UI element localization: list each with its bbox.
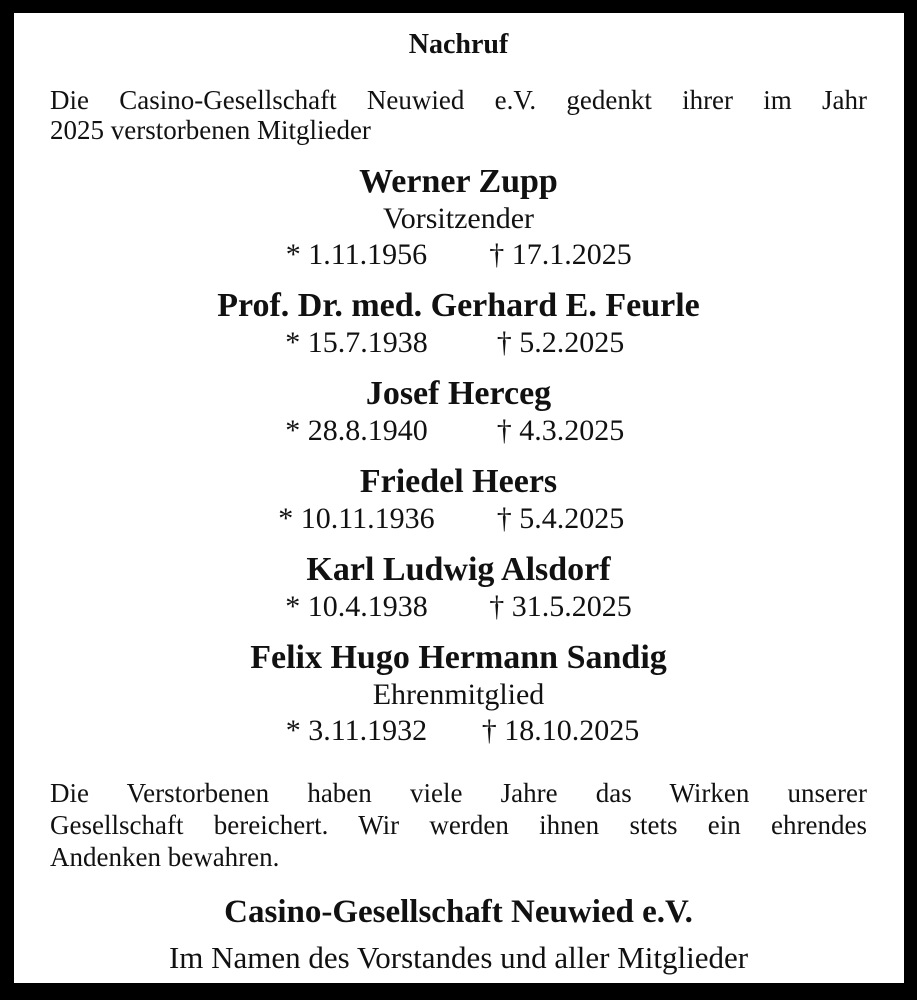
deceased-dates [50,237,867,273]
deceased-entry [50,463,867,537]
birth-date: * 3.11.1932 [285,714,428,747]
outro-line: Gesellschaft bereichert. Wir werden ihnen stets ein ehrendes [50,810,867,840]
notice-title: Nachruf [408,29,509,60]
deceased-entry [50,163,867,273]
deceased-name: Felix Hugo Hermann Sandig [250,639,667,676]
death-date: † 17.1.2025 [489,238,632,271]
deceased-dates [50,589,867,625]
deceased-name: Karl Ludwig Alsdorf [306,551,611,588]
birth-date: * 1.11.1956 [285,238,428,271]
deceased-dates [50,413,867,449]
deceased-role: Vorsitzender [382,202,535,235]
death-date: † 5.4.2025 [496,502,625,535]
obituary-notice [14,13,904,983]
death-date: † 31.5.2025 [489,590,632,623]
deceased-name: Josef Herceg [365,375,552,412]
death-date: † 5.2.2025 [496,326,625,359]
birth-date: * 10.11.1936 [278,502,435,535]
deceased-role: Ehrenmitglied [372,678,545,711]
death-date: † 18.10.2025 [481,714,640,747]
signature: Casino-Gesellschaft Neuwied e.V. [224,894,693,930]
outro-line: Die Verstorbenen haben viele Jahre das Wirken unserer [50,778,867,808]
birth-date: * 10.4.1938 [285,590,428,623]
deceased-name: Friedel Heers [359,463,558,500]
deceased-dates [50,325,867,361]
deceased-entry [50,639,867,749]
intro-paragraph [50,85,867,145]
deceased-dates [50,713,867,749]
deceased-dates [50,501,867,537]
outro-paragraph [50,777,867,873]
birth-date: * 28.8.1940 [285,414,428,447]
birth-date: * 15.7.1938 [285,326,428,359]
outro-line: Andenken bewahren. [50,842,280,872]
signature-subline: Im Namen des Vorstandes und aller Mitglieder [168,940,749,975]
deceased-name: Werner Zupp [359,163,558,200]
deceased-entry [50,287,867,361]
deceased-name: Prof. Dr. med. Gerhard E. Feurle [217,287,700,324]
intro-line: Die Casino-Gesellschaft Neuwied e.V. gedenkt ihrer im Jahr [50,85,867,115]
deceased-entry [50,551,867,625]
death-date: † 4.3.2025 [496,414,625,447]
deceased-entry [50,375,867,449]
intro-line: 2025 verstorbenen Mitglieder [50,115,371,145]
